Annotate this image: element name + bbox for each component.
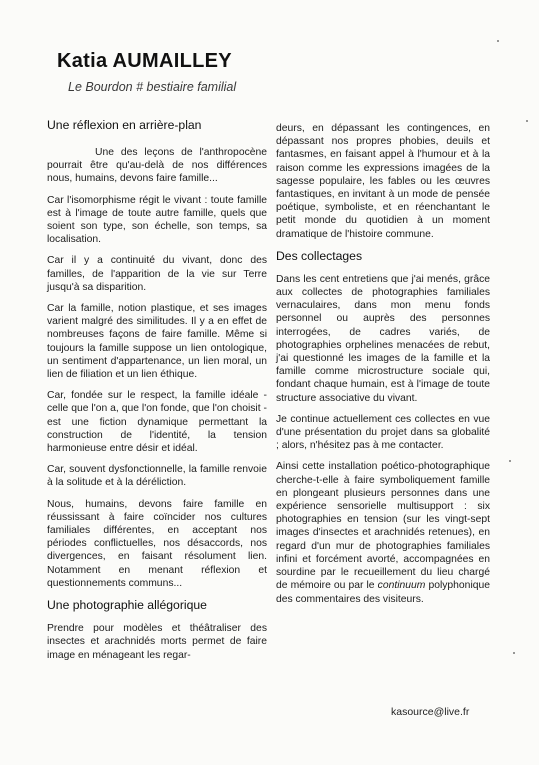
italic-term: continuum <box>377 580 426 592</box>
paragraph: Car, fondée sur le respect, la famille idéale - celle que l'on a, que l'on fonde, que l'on choisit - est une fiction dynamique permettant la construction de l'identité, la tension harmonieuse entre désir et idéal. <box>47 390 267 455</box>
paragraph: Je continue actuellement ces collectes en vue d'une présentation du projet dans sa globalité ; alors, n'hésitez pas à me contacter. <box>276 413 490 452</box>
paragraph: Dans les cent entretiens que j'ai menés, grâce aux collectes de photographies familiales vernaculaires, dans mon menu fonds personnel ou auprès des personnes interrogées, de cadres variés, de photographies orphelines menacées de rebut, j'ai questionné les images de la famille et la famille comme microstructure sociale qui, fondant chaque humain, est à l'image de toute structure associative du vivant. <box>276 273 490 404</box>
scan-speck <box>509 460 511 462</box>
paragraph: Nous, humains, devons faire famille en réussissant à faire coïncider nos cultures familiales différentes, en acceptant nos périodes conflictuelles, nos désaccords, nos divergences, en faisant résolument lien. Notamment en menant réflexion et questionnements communs... <box>47 498 267 589</box>
paragraph: Car la famille, notion plastique, et ses images varient malgré des similitudes. Il y a en effet de nombreuses façons de faire famille. Même si toujours la famille suppose un lien ontologique, un sentiment d'appartenance, un lien moral, un lien de filiation et un lien éthique. <box>47 303 267 381</box>
paragraph <box>276 460 490 605</box>
scan-speck <box>513 652 515 654</box>
work-subtitle: Le Bourdon # bestiaire familial <box>68 80 237 94</box>
paragraph: Une des leçons de l'anthropocène pourrait être qu'au-delà de nos différences nous, humains, devons faire famille... <box>47 147 267 185</box>
paragraph: Prendre pour modèles et théâtraliser des insectes et arachnidés morts permet de faire image en ménageant les regar- <box>47 623 267 661</box>
scan-speck <box>526 120 528 122</box>
section-heading-photographie: Une photographie allégorique <box>47 598 207 613</box>
section-heading-collectages: Des collectages <box>276 248 363 263</box>
author-name: Katia AUMAILLEY <box>57 50 232 72</box>
paragraph: Car il y a continuité du vivant, donc des familles, de l'apparition de la vie sur Terre jusqu'à sa disparition. <box>47 255 267 293</box>
right-column <box>276 122 490 614</box>
paragraph-text: Ainsi cette installation poético-photographique cherche-t-elle à faire symboliquement famille en plongeant plusieurs personnes dans une expérience sensorielle multisupport : six photographies en tension (sur les vingt-sept images d'insectes et arachnidés retenues), en regard d'un mur de photographies familiales infini et forcément avorté, accompagnées en sourdine par le recueillement du lieu chargé de mémoire ou par le <box>276 461 490 592</box>
section-heading-reflexion: Une réflexion en arrière-plan <box>47 118 202 132</box>
paragraph: Car, souvent dysfonctionnelle, la famille renvoie à la solitude et à la déréliction. <box>47 464 267 489</box>
contact-email: kasource@live.fr <box>391 706 470 718</box>
paragraph: Car l'isomorphisme régit le vivant : toute famille est à l'image de toute autre famille, quels que soient son type, son échelle, son temps, sa localisation. <box>47 194 267 246</box>
paragraph-text: polyphonique des commentaires des visiteurs. <box>276 580 490 605</box>
scan-speck <box>497 40 499 42</box>
paragraph: deurs, en dépassant les contingences, en dépassant nos propres phobies, deuils et fantasmes, en faisant appel à l'humour et à la raison comme les expressions imagées de la sagesse populaire, les fables ou les œuvres fantastiques, en invitant à un mode de pensée poétique, symboliste, et en réenchantant le petit monde du quotidien à un moment dramatique de l'histoire commune. <box>276 123 490 240</box>
left-column <box>47 118 267 670</box>
